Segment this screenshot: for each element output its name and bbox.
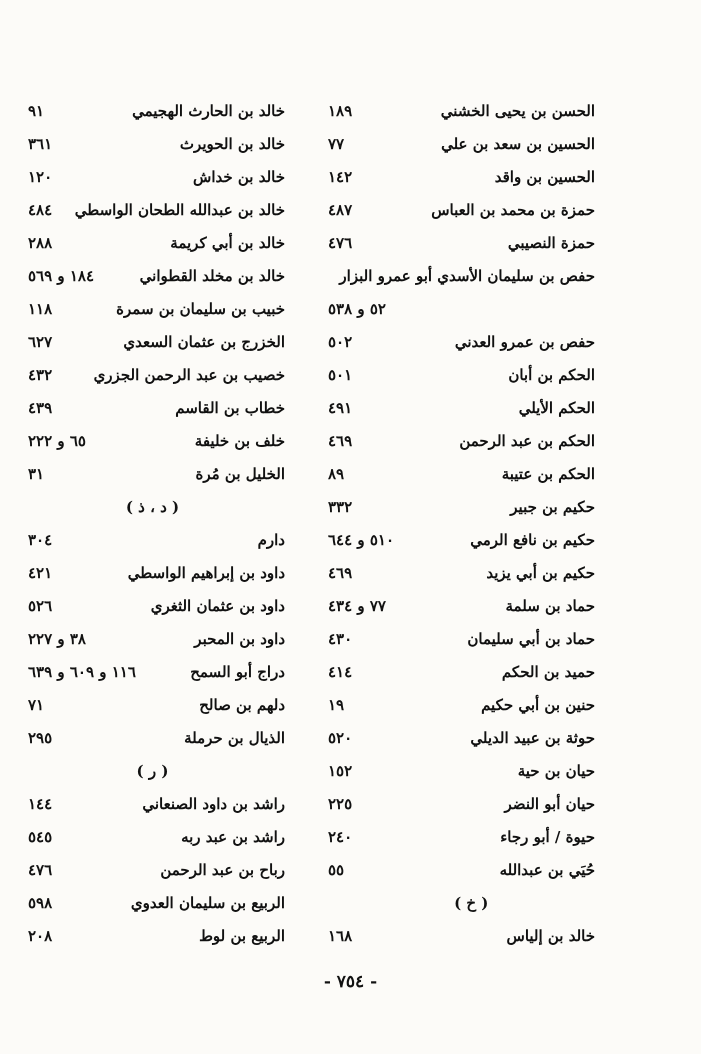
entry-page-number: ٩١: [28, 102, 45, 120]
entry-name: حُيَي بن عبدالله: [499, 861, 595, 879]
entry-page-number: ٤٣٠: [328, 630, 353, 648]
page-number: - ٧٥٤ -: [323, 972, 378, 992]
entry-name: الحكم الأيلي: [518, 399, 595, 417]
index-entry: [20, 822, 285, 855]
entry-page-number: ٤٨٤: [28, 201, 53, 219]
entry-name: الخزرج بن عثمان السعدي: [123, 333, 285, 351]
entry-name: الحكم بن عتيبة: [501, 465, 595, 483]
index-entry: [20, 690, 285, 723]
index-entry: [320, 789, 595, 822]
entry-page-number: ٤٧٦: [328, 234, 353, 252]
entry-name: حميد بن الحكم: [501, 663, 595, 681]
index-entry: [20, 195, 285, 228]
entry-page-number: ٢٤٠: [328, 828, 353, 846]
entry-name: خالد بن الحويرث: [179, 135, 285, 153]
entry-name: حنين بن أبي حكيم: [481, 696, 595, 714]
entry-page-number: ١٤٤: [28, 795, 53, 813]
index-entry: [20, 657, 285, 690]
entry-page-number: ٥٢ و ٥٣٨: [328, 300, 386, 318]
entry-page-number: ١٦٨: [328, 927, 353, 945]
index-entry: [320, 261, 595, 294]
entry-page-number: ٤١٤: [328, 663, 353, 681]
index-entry: [320, 195, 595, 228]
entry-name: دلهم بن صالح: [199, 696, 285, 714]
entry-name: دراج أبو السمح: [190, 663, 285, 681]
index-entry: [320, 624, 595, 657]
index-entry: [320, 525, 595, 558]
index-entry: [20, 327, 285, 360]
entry-name: دارم: [257, 531, 285, 549]
entry-name: حمزة النصيبي: [507, 234, 595, 252]
entry-page-number: ٧٧: [328, 135, 345, 153]
entry-page-number: ١١٨: [28, 300, 53, 318]
index-entry: [320, 921, 595, 954]
entry-name: خبيب بن سليمان بن سمرة: [116, 300, 285, 318]
index-entry: [20, 558, 285, 591]
entry-name: خلف بن خليفة: [194, 432, 285, 450]
index-entry: [320, 360, 595, 393]
entry-page-number: ٥٢٦: [28, 597, 53, 615]
index-entry: [320, 756, 595, 789]
index-entry: [320, 492, 595, 525]
entry-name: الربيع بن لوط: [199, 927, 285, 945]
right-column: [320, 96, 595, 954]
entry-page-number: ٤٢١: [28, 564, 53, 582]
index-entry: [320, 591, 595, 624]
left-column: [20, 96, 285, 954]
entry-page-number: ٥٥: [328, 861, 345, 879]
index-entry: [20, 921, 285, 954]
entry-page-number: ٥٠٢: [328, 333, 353, 351]
entry-name: حفص بن سليمان الأسدي أبو عمرو البزار: [339, 267, 595, 285]
index-entry: [20, 393, 285, 426]
index-entry: [320, 855, 595, 888]
entry-page-number: ٣٨ و ٢٢٧: [28, 630, 86, 648]
entry-page-number: ٣١: [28, 465, 45, 483]
entry-name: حيوة / أبو رجاء: [500, 828, 595, 846]
entry-page-number: ٢٨٨: [28, 234, 53, 252]
index-entry: [320, 822, 595, 855]
index-entry: [20, 129, 285, 162]
entry-name: الحسين بن سعد بن علي: [441, 135, 595, 153]
entry-page-number: ٥١٠ و ٦٤٤: [328, 531, 395, 549]
index-entry: [20, 789, 285, 822]
index-entry: [320, 459, 595, 492]
entry-name: حماد بن أبي سليمان: [467, 630, 595, 648]
entry-page-number: ٦٥ و ٢٢٢: [28, 432, 86, 450]
index-entry: [320, 723, 595, 756]
entry-page-number: ٤٩١: [328, 399, 353, 417]
index-entry: [320, 294, 595, 327]
index-entry: [20, 525, 285, 558]
entry-page-number: ٦٢٧: [28, 333, 53, 351]
index-entry: [320, 657, 595, 690]
entry-page-number: ١٥٢: [328, 762, 353, 780]
entry-page-number: ٣٣٢: [328, 498, 353, 516]
entry-page-number: ٤٣٢: [28, 366, 53, 384]
index-entry: [320, 162, 595, 195]
entry-name: الحكم بن عبد الرحمن: [459, 432, 595, 450]
entry-page-number: ٢٠٨: [28, 927, 53, 945]
entry-name: حماد بن سلمة: [505, 597, 595, 615]
entry-name: خالد بن خداش: [193, 168, 285, 186]
section-header: [20, 492, 285, 525]
index-entry: [20, 426, 285, 459]
entry-name: خصيب بن عبد الرحمن الجزري: [93, 366, 285, 384]
index-entry: [20, 723, 285, 756]
entry-name: حكيم بن أبي يزيد: [486, 564, 595, 582]
index-entry: [320, 558, 595, 591]
entry-name: خالد بن الحارث الهجيمي: [132, 102, 285, 120]
entry-name: حكيم بن نافع الرمي: [470, 531, 595, 549]
entry-page-number: ٢٢٥: [328, 795, 353, 813]
entry-name: داود بن إبراهيم الواسطي: [127, 564, 285, 582]
entry-name: حمزة بن محمد بن العباس: [431, 201, 595, 219]
entry-name: الخليل بن مُرة: [195, 465, 285, 483]
section-letter: ( خ ): [454, 894, 489, 912]
section-header: [320, 888, 595, 921]
entry-page-number: ٥٠١: [328, 366, 353, 384]
index-entry: [320, 327, 595, 360]
index-entry: [320, 690, 595, 723]
entry-name: خطاب بن القاسم: [175, 399, 285, 417]
entry-page-number: ١٩: [328, 696, 345, 714]
index-entry: [320, 96, 595, 129]
entry-page-number: ٥٤٥: [28, 828, 53, 846]
entry-page-number: ١٨٩: [328, 102, 353, 120]
entry-name: حفص بن عمرو العدني: [454, 333, 595, 351]
index-entry: [20, 624, 285, 657]
index-entry: [320, 129, 595, 162]
entry-page-number: ٢٩٥: [28, 729, 53, 747]
index-entry: [20, 96, 285, 129]
index-entry: [20, 459, 285, 492]
section-letter: ( ر ): [136, 762, 169, 780]
entry-name: الذيال بن حرملة: [184, 729, 285, 747]
entry-name: خالد بن أبي كريمة: [170, 234, 285, 252]
index-entry: [20, 855, 285, 888]
index-entry: [320, 228, 595, 261]
entry-page-number: ١٨٤ و ٥٦٩: [28, 267, 95, 285]
entry-name: الربيع بن سليمان العدوي: [130, 894, 285, 912]
index-entry: [20, 591, 285, 624]
entry-page-number: ٤٨٧: [328, 201, 353, 219]
index-entry: [20, 261, 285, 294]
entry-page-number: ٤٣٩: [28, 399, 53, 417]
entry-name: داود بن المحبر: [194, 630, 285, 648]
index-entry: [20, 360, 285, 393]
section-letter: ( د ، ذ ): [125, 498, 180, 516]
entry-name: راشد بن داود الصنعاني: [142, 795, 285, 813]
entry-page-number: ٥٢٠: [328, 729, 353, 747]
entry-name: حيان أبو النضر: [504, 795, 595, 813]
entry-page-number: ٤٦٩: [328, 432, 353, 450]
entry-page-number: ١٢٠: [28, 168, 53, 186]
entry-page-number: ٥٩٨: [28, 894, 53, 912]
entry-name: حيان بن حية: [517, 762, 595, 780]
section-header: [20, 756, 285, 789]
entry-name: حوثة بن عبيد الديلي: [470, 729, 595, 747]
index-entry: [20, 888, 285, 921]
entry-page-number: ٨٩: [328, 465, 345, 483]
entry-name: داود بن عثمان الثغري: [150, 597, 285, 615]
entry-page-number: ١٤٢: [328, 168, 353, 186]
entry-name: الحسين بن واقد: [494, 168, 595, 186]
entry-page-number: ٤٧٦: [28, 861, 53, 879]
index-entry: [20, 228, 285, 261]
entry-page-number: ٤٦٩: [328, 564, 353, 582]
entry-name: خالد بن إلياس: [506, 927, 595, 945]
entry-name: الحكم بن أبان: [508, 366, 595, 384]
entry-name: راشد بن عبد ربه: [181, 828, 285, 846]
entry-name: الحسن بن يحيى الخشني: [440, 102, 595, 120]
entry-page-number: ٧٧ و ٤٣٤: [328, 597, 386, 615]
entry-name: رباح بن عبد الرحمن: [160, 861, 285, 879]
entry-name: خالد بن مخلد القطواني: [139, 267, 285, 285]
index-entry: [320, 426, 595, 459]
index-entry: [20, 162, 285, 195]
entry-page-number: ٣٠٤: [28, 531, 53, 549]
index-entry: [20, 294, 285, 327]
entry-page-number: ٣٦١: [28, 135, 53, 153]
index-entry: [320, 393, 595, 426]
entry-page-number: ١١٦ و ٦٠٩ و ٦٣٩: [28, 663, 136, 681]
entry-name: حكيم بن جبير: [510, 498, 595, 516]
entry-page-number: ٧١: [28, 696, 45, 714]
entry-name: خالد بن عبدالله الطحان الواسطي: [74, 201, 285, 219]
